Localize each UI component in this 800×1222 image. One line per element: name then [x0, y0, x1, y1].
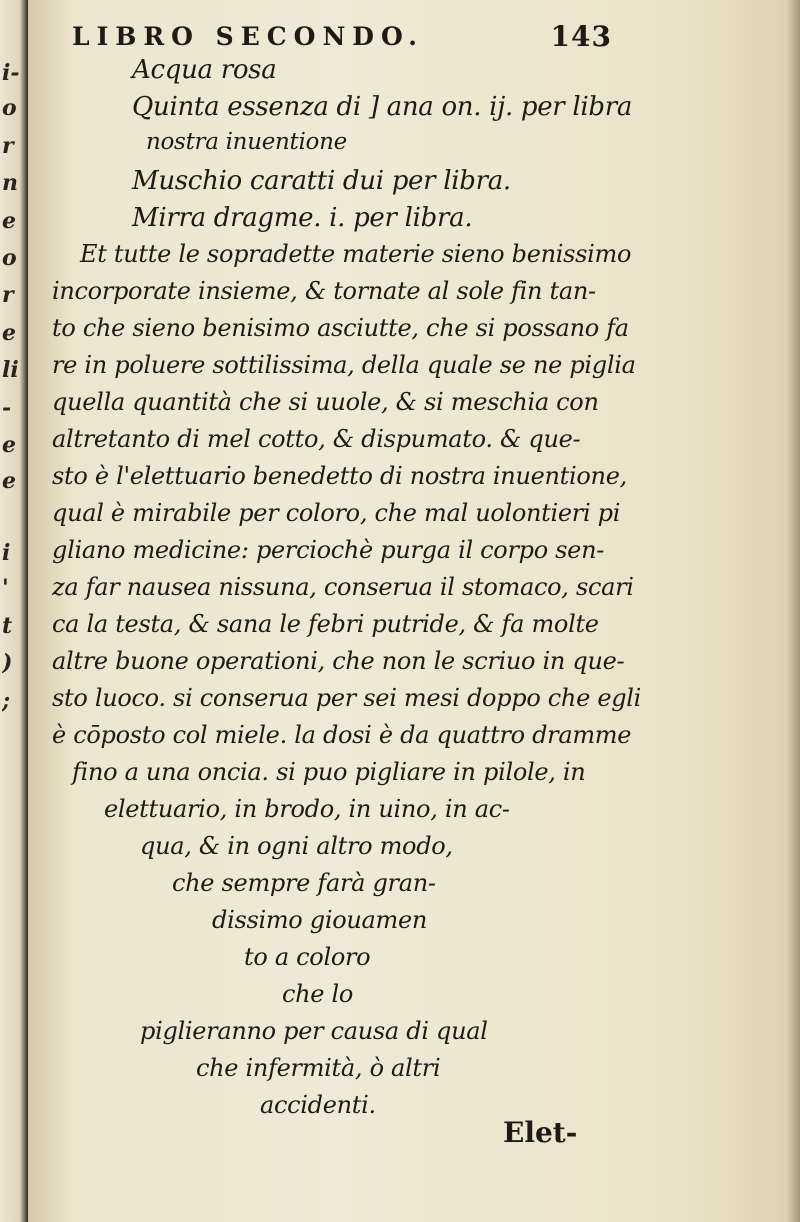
text-line: to che sieno benisimo asciutte, che si possano fa [52, 314, 629, 342]
edge-char: e [2, 208, 16, 234]
text-line: qual è mirabile per coloro, che mal uolontieri pi [52, 499, 621, 527]
text-line: altre buone operationi, che non le scriuo in que- [52, 647, 625, 675]
text-line: to a coloro [244, 943, 371, 971]
gutter-shadow [786, 0, 800, 1222]
edge-char: r [2, 133, 14, 159]
edge-char: e [2, 320, 16, 346]
text-line: ca la testa, & sana le febri putride, & fa molte [52, 610, 599, 638]
edge-char: o [2, 95, 17, 121]
text-line: è cōposto col miele. la dosi è da quattro dramme [52, 721, 632, 749]
text-line: qua, & in ogni altro modo, [140, 832, 453, 860]
text-line: Mirra dragme. i. per libra. [132, 203, 473, 233]
text-line: Et tutte le sopradette materie sieno benissimo [80, 240, 632, 268]
text-line: za far nausea nissuna, conserua il stomaco, scari [52, 573, 634, 601]
running-title: LIBRO SECONDO. [72, 22, 424, 51]
text-line: sto luoco. si conserua per sei mesi doppo che egli [52, 684, 642, 712]
text-line: piglieranno per causa di qual [140, 1017, 488, 1045]
edge-char: ' [2, 575, 9, 601]
text-line: Quinta essenza di ] ana on. ij. per libra [132, 92, 633, 122]
text-line: altretanto di mel cotto, & dispumato. & que- [52, 425, 581, 453]
edge-char: ) [2, 650, 13, 676]
edge-char: e [2, 468, 16, 494]
edge-char: li [2, 357, 19, 383]
running-header [72, 20, 612, 60]
edge-char: n [2, 170, 18, 196]
text-line: che infermità, ò altri [196, 1054, 441, 1082]
text-line: sto è l'elettuario benedetto di nostra inuentione, [52, 462, 627, 490]
edge-char: r [2, 282, 14, 308]
text-line: quella quantità che si uuole, & si meschia con [52, 388, 599, 416]
text-line: che sempre farà gran- [172, 869, 436, 897]
edge-char: - [2, 395, 12, 421]
catchword: Elet- [503, 1116, 578, 1149]
text-line: accidenti. [260, 1091, 376, 1119]
text-line: Muschio caratti dui per libra. [132, 166, 511, 196]
text-line: elettuario, in brodo, in uino, in ac- [104, 795, 510, 823]
edge-char: e [2, 432, 16, 458]
edge-char: o [2, 245, 17, 271]
page-number: 143 [550, 20, 612, 53]
edge-char: t [2, 613, 13, 639]
text-line: Acqua rosa [132, 55, 277, 85]
text-line: re in poluere sottilissima, della quale se ne piglia [52, 351, 636, 379]
edge-char: ; [2, 688, 11, 714]
text-line: nostra inuentione [146, 129, 347, 155]
text-line: fino a una oncia. si puo pigliare in pilole, in [72, 758, 586, 786]
edge-char: i [2, 540, 11, 566]
text-line: che lo [282, 980, 354, 1008]
text-line: gliano medicine: perciochè purga il corpo sen- [52, 536, 605, 564]
text-line: incorporate insieme, & tornate al sole fin tan- [52, 277, 596, 305]
text-line: dissimo giouamen [212, 906, 428, 934]
facing-page-edge [0, 0, 28, 1222]
edge-char: i- [2, 60, 20, 86]
